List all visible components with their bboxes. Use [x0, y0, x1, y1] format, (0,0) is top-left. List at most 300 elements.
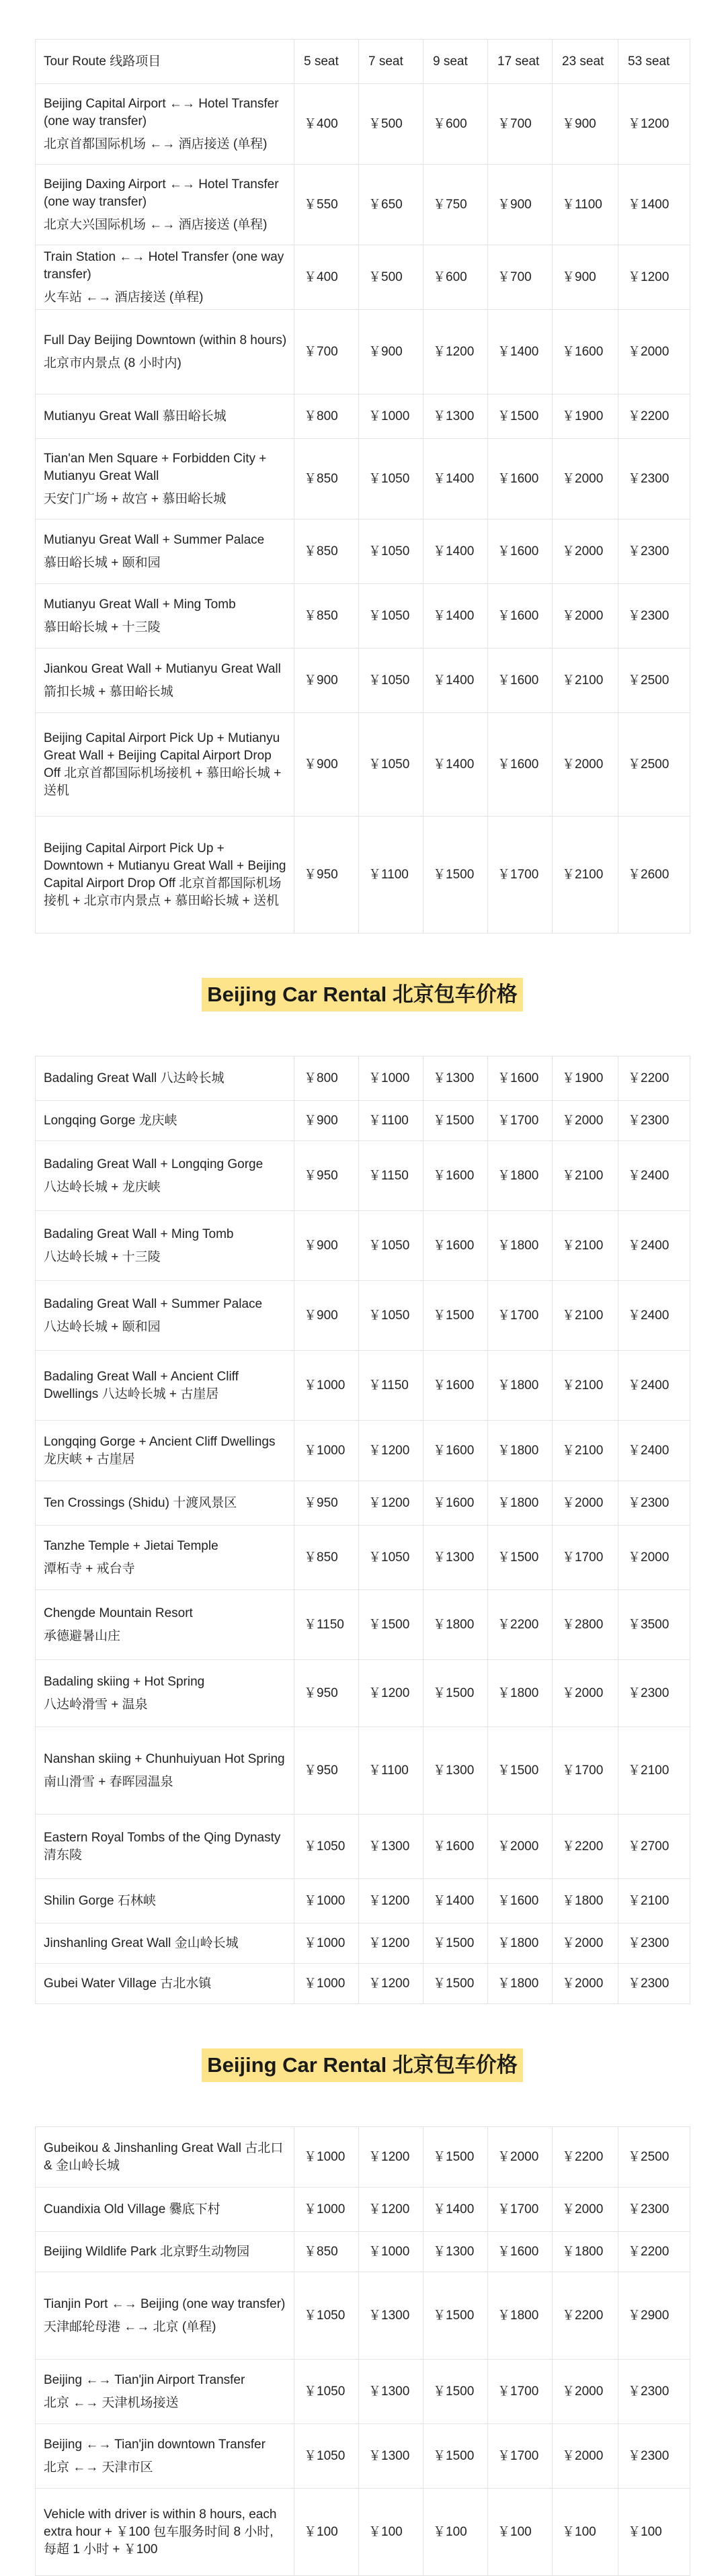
table-row [36, 1815, 690, 1879]
price-cell: ￥1200 [359, 1481, 424, 1526]
price-cell: ￥900 [294, 713, 359, 817]
route-cell [36, 394, 294, 439]
table-row [36, 584, 690, 649]
price-cell: ￥650 [359, 165, 424, 245]
table-row [36, 394, 690, 439]
price-cell: ￥2200 [618, 1056, 690, 1101]
route-name: Shilin Gorge 石林峡 [44, 1893, 156, 1908]
price-cell: ￥2100 [553, 1351, 618, 1421]
price-cell: ￥2300 [618, 2360, 690, 2424]
table-row [36, 245, 690, 310]
price-cell: ￥1050 [359, 1281, 424, 1351]
price-cell: ￥1800 [488, 1923, 553, 1964]
table-row [36, 1351, 690, 1421]
price-cell: ￥2300 [618, 1481, 690, 1526]
price-cell: ￥2500 [618, 713, 690, 817]
price-cell: ￥1800 [553, 2232, 618, 2272]
route-name: Beijing ←→ Tian'jin Airport Transfer [44, 2372, 245, 2387]
table-row [36, 2360, 690, 2424]
price-cell: ￥900 [294, 1281, 359, 1351]
route-cell [36, 1590, 294, 1660]
price-cell: ￥400 [294, 84, 359, 165]
price-cell: ￥1400 [424, 2188, 488, 2232]
price-cell: ￥2100 [553, 649, 618, 713]
route-name-zh: 八达岭长城 + 龙庆峡 [44, 1179, 161, 1194]
price-cell: ￥1200 [618, 245, 690, 310]
price-cell: ￥2200 [488, 1590, 553, 1660]
price-cell: ￥2300 [618, 2424, 690, 2489]
route-name: Badaling Great Wall + Summer Palace [44, 1296, 263, 1311]
route-name: Mutianyu Great Wall 慕田峪长城 [44, 409, 227, 423]
price-cell: ￥1800 [488, 2272, 553, 2360]
price-cell: ￥1400 [424, 1879, 488, 1923]
price-cell: ￥1300 [424, 2232, 488, 2272]
price-cell: ￥1600 [488, 649, 553, 713]
route-name-zh: 北京市内景点 (8 小时内) [44, 356, 182, 370]
price-cell: ￥1500 [424, 1923, 488, 1964]
tour-price-table-body [36, 40, 690, 933]
price-cell: ￥1600 [488, 1056, 553, 1101]
price-cell: ￥1050 [359, 439, 424, 520]
table-row [36, 1281, 690, 1351]
table-header-row [36, 40, 690, 84]
price-cell: ￥2100 [553, 1421, 618, 1481]
price-cell: ￥2100 [618, 1879, 690, 1923]
route-cell [36, 439, 294, 520]
price-cell: ￥1600 [488, 2232, 553, 2272]
price-cell: ￥1100 [553, 165, 618, 245]
table-row [36, 2272, 690, 2360]
route-cell [36, 1923, 294, 1964]
price-cell: ￥2000 [553, 520, 618, 584]
route-cell [36, 2188, 294, 2232]
price-cell: ￥1500 [424, 2272, 488, 2360]
price-cell: ￥1200 [359, 1879, 424, 1923]
route-cell [36, 1964, 294, 2004]
price-cell: ￥1000 [359, 394, 424, 439]
price-cell: ￥1100 [359, 1727, 424, 1815]
price-cell: ￥1400 [424, 439, 488, 520]
price-cell: ￥2400 [618, 1211, 690, 1281]
price-cell: ￥1700 [488, 2188, 553, 2232]
price-cell: ￥1150 [294, 1590, 359, 1660]
price-cell: ￥2100 [553, 817, 618, 933]
price-cell: ￥1500 [424, 2127, 488, 2188]
route-name: Jiankou Great Wall + Mutianyu Great Wall [44, 661, 281, 676]
price-cell: ￥1800 [488, 1421, 553, 1481]
price-cell: ￥550 [294, 165, 359, 245]
price-cell: ￥100 [294, 2489, 359, 2576]
route-cell [36, 1351, 294, 1421]
price-cell: ￥2000 [618, 310, 690, 394]
price-cell: ￥1400 [424, 520, 488, 584]
table-row [36, 2489, 690, 2576]
section-banner [35, 933, 690, 1056]
price-cell: ￥1000 [294, 1879, 359, 1923]
price-cell: ￥1900 [553, 394, 618, 439]
route-cell [36, 1879, 294, 1923]
table-row [36, 1141, 690, 1211]
route-name: Vehicle with driver is within 8 hours, each extra hour + ￥100 包车服务时间 8 小时, 每超 1 小时 + ￥100 [44, 2507, 277, 2557]
price-cell: ￥1700 [488, 2424, 553, 2489]
price-cell: ￥2400 [618, 1281, 690, 1351]
header-seat: 53 seat [618, 40, 690, 84]
price-cell: ￥1500 [424, 1660, 488, 1727]
price-cell: ￥1700 [553, 1526, 618, 1590]
route-name: Beijing Wildlife Park 北京野生动物园 [44, 2244, 250, 2259]
table-row [36, 520, 690, 584]
price-cell: ￥1100 [359, 817, 424, 933]
price-cell: ￥850 [294, 520, 359, 584]
route-name: Beijing ←→ Tian'jin downtown Transfer [44, 2437, 266, 2452]
route-name: Badaling Great Wall + Ming Tomb [44, 1227, 234, 1241]
route-name: Gubei Water Village 古北水镇 [44, 1976, 212, 1991]
price-cell: ￥400 [294, 245, 359, 310]
header-seat: 9 seat [424, 40, 488, 84]
price-cell: ￥900 [294, 1211, 359, 1281]
price-cell: ￥2400 [618, 1141, 690, 1211]
price-cell: ￥900 [553, 84, 618, 165]
route-name: Beijing Capital Airport Pick Up + Mutianyu Great Wall + Beijing Capital Airport Drop Off 北京首都国际机场接机 + 慕田峪长城 + 送机 [44, 731, 282, 798]
price-cell: ￥1600 [553, 310, 618, 394]
price-page [35, 39, 690, 2576]
price-cell: ￥1200 [359, 1923, 424, 1964]
route-name-zh: 北京 ←→ 天津机场接送 [44, 2395, 179, 2410]
table-row [36, 649, 690, 713]
route-name-zh: 慕田峪长城 + 颐和园 [44, 555, 161, 570]
price-cell: ￥1300 [424, 1056, 488, 1101]
price-cell: ￥2200 [553, 2272, 618, 2360]
table-row [36, 1964, 690, 2004]
price-cell: ￥2200 [553, 1815, 618, 1879]
price-cell: ￥1000 [359, 1056, 424, 1101]
table-row [36, 1101, 690, 1141]
table-row [36, 310, 690, 394]
route-name: Badaling Great Wall + Longqing Gorge [44, 1157, 264, 1171]
price-cell: ￥850 [294, 1526, 359, 1590]
route-name-zh: 慕田峪长城 + 十三陵 [44, 620, 161, 634]
route-cell [36, 1727, 294, 1815]
price-cell: ￥600 [424, 84, 488, 165]
price-cell: ￥1800 [424, 1590, 488, 1660]
price-cell: ￥2000 [488, 1815, 553, 1879]
price-cell: ￥500 [359, 245, 424, 310]
car-rental-table-1 [35, 1056, 690, 2004]
price-cell: ￥1600 [424, 1351, 488, 1421]
car-rental-table-2 [35, 2126, 690, 2576]
price-cell: ￥2100 [553, 1211, 618, 1281]
price-cell: ￥1600 [488, 1879, 553, 1923]
price-cell: ￥100 [618, 2489, 690, 2576]
table-row [36, 1421, 690, 1481]
route-name: Tianjin Port ←→ Beijing (one way transfer) [44, 2296, 286, 2311]
route-cell [36, 2127, 294, 2188]
price-cell: ￥2100 [553, 1141, 618, 1211]
price-cell: ￥1050 [294, 2272, 359, 2360]
price-cell: ￥2300 [618, 2188, 690, 2232]
car-rental-table-1-body [36, 1056, 690, 2004]
price-cell: ￥900 [294, 1101, 359, 1141]
route-name: Cuandixia Old Village 爨底下村 [44, 2202, 220, 2216]
route-cell [36, 2424, 294, 2489]
route-name: Train Station ←→ Hotel Transfer (one way transfer) [44, 249, 284, 282]
price-cell: ￥2300 [618, 439, 690, 520]
table-row [36, 817, 690, 933]
price-cell: ￥950 [294, 1727, 359, 1815]
price-cell: ￥1600 [488, 584, 553, 649]
route-name: Mutianyu Great Wall + Ming Tomb [44, 597, 236, 612]
route-name-zh: 南山滑雪 + 春晖园温泉 [44, 1774, 173, 1789]
price-cell: ￥2000 [553, 1101, 618, 1141]
price-cell: ￥1000 [294, 1964, 359, 2004]
price-cell: ￥1200 [359, 1660, 424, 1727]
table-row [36, 1727, 690, 1815]
price-cell: ￥750 [424, 165, 488, 245]
price-cell: ￥2000 [553, 584, 618, 649]
route-cell [36, 1660, 294, 1727]
route-name: Chengde Mountain Resort [44, 1606, 193, 1620]
price-cell: ￥1050 [359, 584, 424, 649]
price-cell: ￥1600 [488, 439, 553, 520]
price-cell: ￥1400 [618, 165, 690, 245]
route-cell [36, 584, 294, 649]
table-row [36, 1660, 690, 1727]
price-cell: ￥2200 [553, 2127, 618, 2188]
price-cell: ￥1700 [488, 1101, 553, 1141]
price-cell: ￥2600 [618, 817, 690, 933]
table-row [36, 1879, 690, 1923]
price-cell: ￥950 [294, 1481, 359, 1526]
route-cell [36, 1056, 294, 1101]
header-seat: 17 seat [488, 40, 553, 84]
price-cell: ￥2000 [553, 1660, 618, 1727]
route-cell [36, 817, 294, 933]
price-cell: ￥950 [294, 1660, 359, 1727]
price-cell: ￥1200 [359, 2127, 424, 2188]
route-cell [36, 2360, 294, 2424]
route-name: Badaling skiing + Hot Spring [44, 1674, 205, 1689]
price-cell: ￥2000 [553, 2360, 618, 2424]
price-cell: ￥600 [424, 245, 488, 310]
price-cell: ￥2000 [618, 1526, 690, 1590]
route-name-zh: 箭扣长城 + 慕田峪长城 [44, 684, 173, 699]
price-cell: ￥1300 [359, 2272, 424, 2360]
price-cell: ￥1800 [488, 1141, 553, 1211]
price-cell: ￥2200 [618, 394, 690, 439]
price-cell: ￥1400 [424, 584, 488, 649]
price-cell: ￥950 [294, 817, 359, 933]
route-name-zh: 天安门广场 + 故宫 + 慕田峪长城 [44, 491, 227, 506]
route-cell [36, 245, 294, 310]
price-cell: ￥1400 [488, 310, 553, 394]
price-cell: ￥1200 [359, 2188, 424, 2232]
price-cell: ￥1000 [294, 2188, 359, 2232]
price-cell: ￥1000 [294, 1351, 359, 1421]
price-cell: ￥2500 [618, 2127, 690, 2188]
table-row [36, 2188, 690, 2232]
route-cell [36, 520, 294, 584]
price-cell: ￥1300 [424, 1526, 488, 1590]
table-row [36, 2127, 690, 2188]
route-name: Tian'an Men Square + Forbidden City + Mutianyu Great Wall [44, 451, 267, 483]
price-cell: ￥1050 [294, 1815, 359, 1879]
route-cell [36, 84, 294, 165]
price-cell: ￥850 [294, 439, 359, 520]
price-cell: ￥900 [359, 310, 424, 394]
price-cell: ￥1800 [488, 1211, 553, 1281]
price-cell: ￥2300 [618, 1923, 690, 1964]
price-cell: ￥2100 [553, 1281, 618, 1351]
price-cell: ￥100 [488, 2489, 553, 2576]
route-name: Beijing Capital Airport Pick Up + Downtown + Mutianyu Great Wall + Beijing Capital Airport Drop Off 北京首都国际机场接机 + 北京市内景点 + 慕田峪长城 + 送机 [44, 841, 286, 908]
price-cell: ￥1200 [359, 1421, 424, 1481]
route-name: Badaling Great Wall 八达岭长城 [44, 1071, 225, 1085]
route-name: Full Day Beijing Downtown (within 8 hours) [44, 333, 287, 347]
price-cell: ￥1050 [294, 2424, 359, 2489]
price-cell: ￥1500 [424, 1281, 488, 1351]
price-cell: ￥1050 [359, 1211, 424, 1281]
price-cell: ￥800 [294, 394, 359, 439]
table-row [36, 1923, 690, 1964]
price-cell: ￥1500 [488, 1727, 553, 1815]
price-cell: ￥1300 [359, 1815, 424, 1879]
price-cell: ￥1800 [488, 1964, 553, 2004]
price-cell: ￥2400 [618, 1421, 690, 1481]
price-cell: ￥1500 [488, 394, 553, 439]
price-cell: ￥1800 [553, 1879, 618, 1923]
price-cell: ￥1700 [488, 2360, 553, 2424]
price-cell: ￥2000 [553, 713, 618, 817]
price-cell: ￥1600 [424, 1211, 488, 1281]
price-cell: ￥1500 [424, 2360, 488, 2424]
price-cell: ￥2200 [618, 2232, 690, 2272]
route-cell [36, 1101, 294, 1141]
price-cell: ￥1300 [424, 394, 488, 439]
price-cell: ￥950 [294, 1141, 359, 1211]
price-cell: ￥1600 [424, 1141, 488, 1211]
route-cell [36, 1281, 294, 1351]
route-cell [36, 1211, 294, 1281]
route-cell [36, 1421, 294, 1481]
route-name-zh: 北京 ←→ 天津市区 [44, 2460, 153, 2475]
price-cell: ￥1500 [424, 2424, 488, 2489]
price-cell: ￥900 [294, 649, 359, 713]
price-cell: ￥2300 [618, 1101, 690, 1141]
price-cell: ￥100 [553, 2489, 618, 2576]
route-name: Eastern Royal Tombs of the Qing Dynasty 清东陵 [44, 1830, 281, 1862]
price-cell: ￥1600 [488, 520, 553, 584]
price-cell: ￥1050 [294, 2360, 359, 2424]
price-cell: ￥2000 [553, 2424, 618, 2489]
price-cell: ￥1200 [359, 1964, 424, 2004]
price-cell: ￥1800 [488, 1481, 553, 1526]
price-cell: ￥1500 [359, 1590, 424, 1660]
route-cell [36, 2489, 294, 2576]
price-cell: ￥850 [294, 584, 359, 649]
price-cell: ￥2300 [618, 520, 690, 584]
route-name-zh: 八达岭滑雪 + 温泉 [44, 1697, 148, 1712]
price-cell: ￥1050 [359, 649, 424, 713]
route-name: Tanzhe Temple + Jietai Temple [44, 1538, 218, 1553]
route-name-zh: 潭柘寺 + 戒台寺 [44, 1561, 135, 1576]
price-cell: ￥1300 [359, 2424, 424, 2489]
section-banner-title: Beijing Car Rental 北京包车价格 [202, 2048, 523, 2082]
route-cell [36, 165, 294, 245]
table-row [36, 2424, 690, 2489]
table-row [36, 1211, 690, 1281]
price-cell: ￥900 [553, 245, 618, 310]
table-row [36, 84, 690, 165]
price-cell: ￥1150 [359, 1351, 424, 1421]
price-cell: ￥1600 [424, 1421, 488, 1481]
header-seat: 7 seat [359, 40, 424, 84]
table-row [36, 1481, 690, 1526]
price-cell: ￥800 [294, 1056, 359, 1101]
table-row [36, 165, 690, 245]
route-cell [36, 1526, 294, 1590]
table-row [36, 439, 690, 520]
price-cell: ￥1600 [488, 713, 553, 817]
price-cell: ￥2700 [618, 1815, 690, 1879]
route-name: Beijing Capital Airport ←→ Hotel Transfer (one way transfer) [44, 96, 279, 128]
price-cell: ￥1700 [488, 817, 553, 933]
price-cell: ￥2000 [553, 2188, 618, 2232]
price-cell: ￥2100 [618, 1727, 690, 1815]
price-cell: ￥2000 [553, 439, 618, 520]
price-cell: ￥1100 [359, 1101, 424, 1141]
price-cell: ￥1600 [424, 1815, 488, 1879]
table-row [36, 1526, 690, 1590]
route-name-zh: 承德避暑山庄 [44, 1628, 121, 1643]
price-cell: ￥1500 [424, 1964, 488, 2004]
table-row [36, 713, 690, 817]
route-name: Ten Crossings (Shidu) 十渡风景区 [44, 1495, 237, 1510]
route-name: Longqing Gorge 龙庆峡 [44, 1113, 177, 1128]
route-cell [36, 2232, 294, 2272]
price-cell: ￥1300 [424, 1727, 488, 1815]
price-cell: ￥1500 [424, 1101, 488, 1141]
route-name: Mutianyu Great Wall + Summer Palace [44, 532, 265, 547]
table-row [36, 2232, 690, 2272]
price-cell: ￥1000 [359, 2232, 424, 2272]
price-cell: ￥700 [488, 245, 553, 310]
price-cell: ￥2300 [618, 584, 690, 649]
price-cell: ￥2300 [618, 1660, 690, 1727]
price-cell: ￥1500 [488, 1526, 553, 1590]
price-cell: ￥1050 [359, 713, 424, 817]
route-name-zh: 火车站 ←→ 酒店接送 (单程) [44, 290, 204, 304]
price-cell: ￥3500 [618, 1590, 690, 1660]
price-cell: ￥1400 [424, 649, 488, 713]
price-cell: ￥100 [424, 2489, 488, 2576]
price-cell: ￥500 [359, 84, 424, 165]
price-cell: ￥1600 [424, 1481, 488, 1526]
price-cell: ￥1400 [424, 713, 488, 817]
price-cell: ￥1050 [359, 1526, 424, 1590]
price-cell: ￥2400 [618, 1351, 690, 1421]
price-cell: ￥1500 [424, 817, 488, 933]
route-cell [36, 1141, 294, 1211]
table-row [36, 1056, 690, 1101]
price-cell: ￥1200 [618, 84, 690, 165]
price-cell: ￥1800 [488, 1660, 553, 1727]
header-route: Tour Route 线路项目 [36, 40, 294, 84]
route-cell [36, 1815, 294, 1879]
price-cell: ￥1200 [424, 310, 488, 394]
price-cell: ￥1000 [294, 2127, 359, 2188]
price-cell: ￥2900 [618, 2272, 690, 2360]
route-name: Gubeikou & Jinshanling Great Wall 古北口 & 金山岭长城 [44, 2141, 284, 2173]
